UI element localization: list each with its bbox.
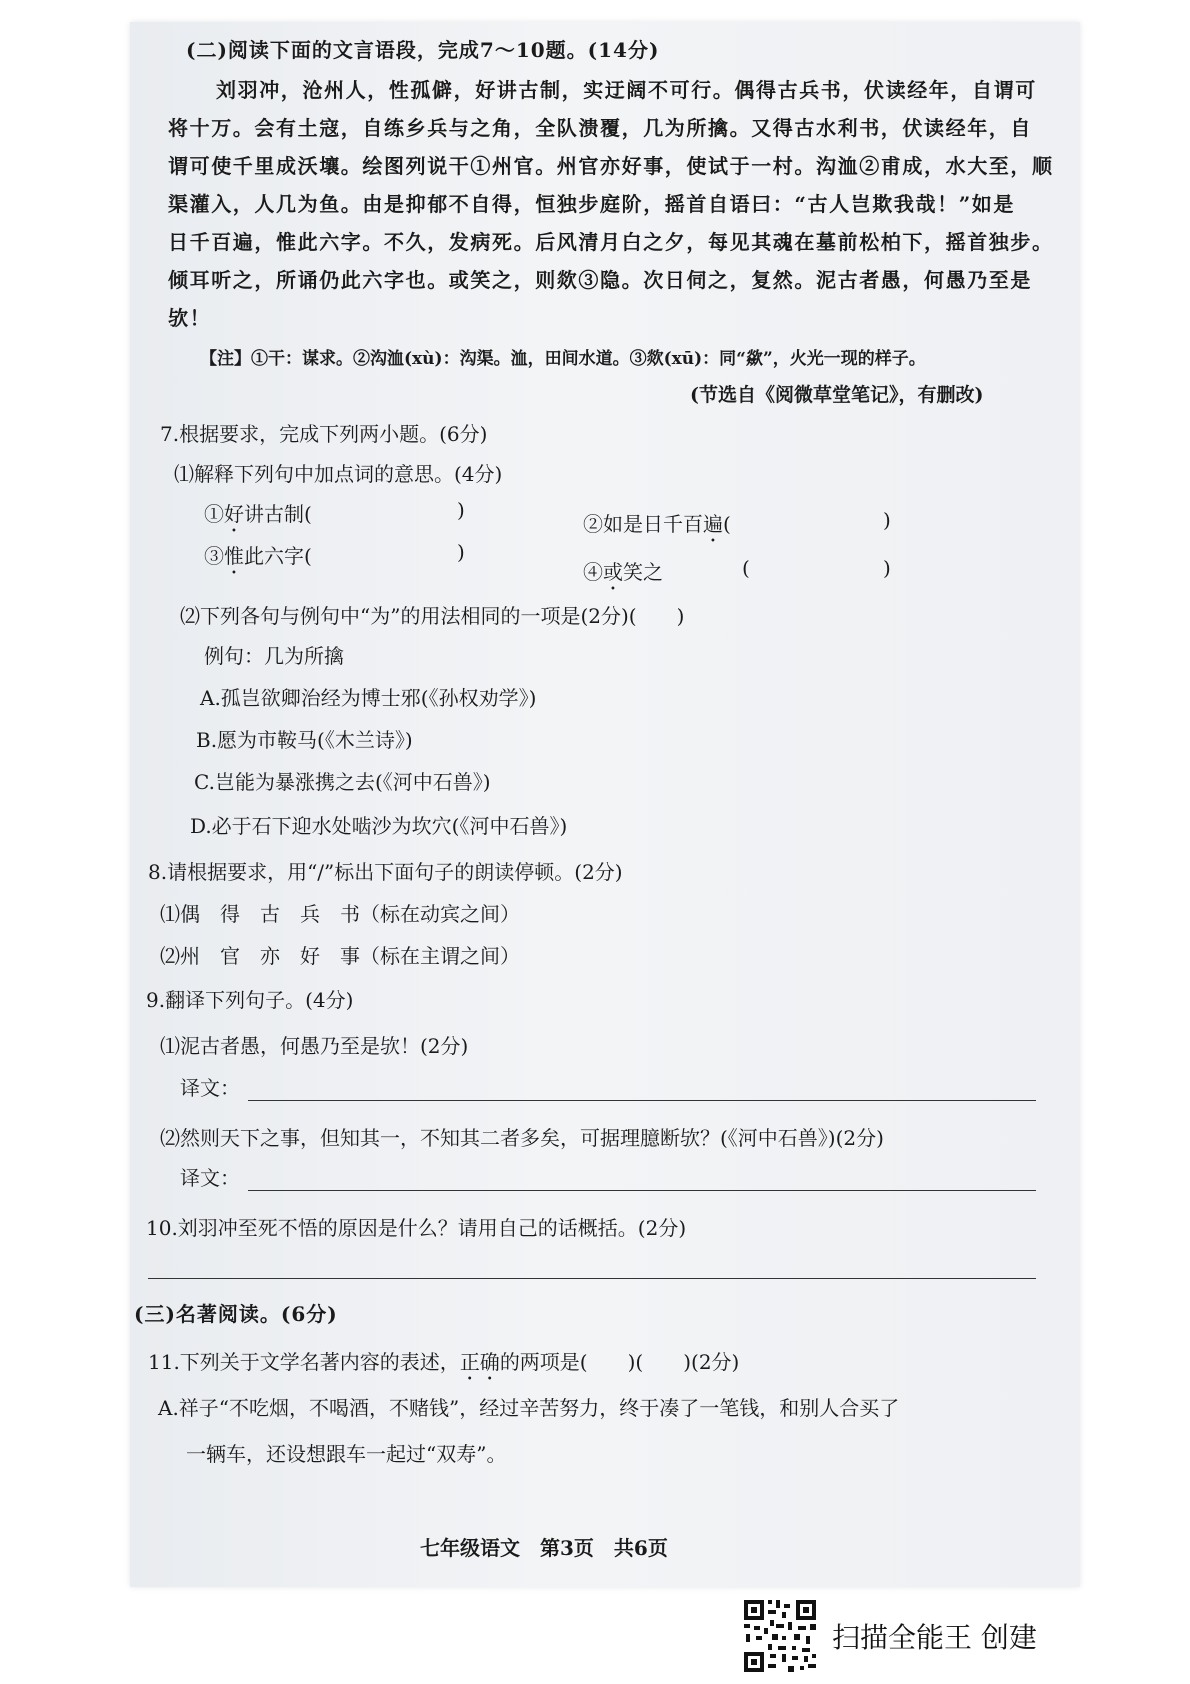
q7-item-4: ④或笑之 <box>583 560 663 584</box>
q10-answer-line[interactable] <box>148 1278 1036 1279</box>
q7-item-1: ①好讲古制( <box>204 502 312 526</box>
q11-option-a-line-2: 一辆车，还设想跟车一起过“双寿”。 <box>186 1442 507 1466</box>
q9-answer-line-1[interactable] <box>248 1100 1036 1101</box>
passage-note: 【注】①干：谋求。②沟洫(xù)：沟渠。洫，田间水道。③欻(xū)：同“歘”，火光一现的样子。 <box>200 349 926 369</box>
passage-source: (节选自《阅微草堂笔记》，有删改) <box>690 384 984 406</box>
q9-title: 9.翻译下列句子。(4分) <box>146 988 354 1012</box>
q7-sub1: ⑴解释下列句中加点词的意思。(4分) <box>174 462 503 486</box>
q10-title: 10.刘羽冲至死不悟的原因是什么？请用自己的话概括。(2分) <box>146 1216 687 1240</box>
section2-title: (二)阅读下面的文言语段，完成7～10题。(14分) <box>186 38 660 62</box>
q7-item-2-close: ) <box>883 508 891 532</box>
q9-sub1: ⑴泥古者愚，何愚乃至是欤！(2分) <box>160 1034 469 1058</box>
q7-title: 7.根据要求，完成下列两小题。(6分) <box>160 422 488 446</box>
q9-sub2: ⑵然则天下之事，但知其一，不知其二者多矣，可据理臆断欤？(《河中石兽》)(2分) <box>160 1126 884 1150</box>
section3-title: (三)名著阅读。(6分) <box>134 1302 338 1326</box>
q8-item-1: ⑴偶 得 古 兵 书（标在动宾之间） <box>160 902 520 926</box>
qr-code-icon <box>742 1598 818 1674</box>
q11-title: 11.下列关于文学名著内容的表述，正确的两项是( )( )(2分) <box>148 1350 740 1374</box>
q7-example: 例句：几为所擒 <box>204 644 344 668</box>
passage-line-5: 日千百遍，惟此六字。不久，发病死。后风清月白之夕，每见其魂在墓前松柏下，摇首独步。 <box>168 230 1054 254</box>
q7-sub2: ⑵下列各句与例句中“为”的用法相同的一项是(2分)( ) <box>180 604 685 628</box>
q9-answer-label-2: 译文： <box>180 1166 240 1190</box>
passage-line-4: 渠灌入，人几为鱼。由是抑郁不自得，恒独步庭阶，摇首自语曰：“古人岂欺我哉！”如是 <box>168 192 1016 216</box>
q8-item-2: ⑵州 官 亦 好 事（标在主谓之间） <box>160 944 520 968</box>
passage-line-6: 倾耳听之，所诵仍此六字也。或笑之，则欻③隐。次日伺之，复然。泥古者愚，何愚乃至是 <box>168 268 1032 292</box>
q7-item-2: ②如是日千百遍( <box>583 512 731 536</box>
passage-line-3: 谓可使千里成沃壤。绘图列说干①州官。州官亦好事，使试于一村。沟洫②甫成，水大至，顺 <box>168 154 1054 178</box>
q7-item-3-close: ) <box>457 540 465 564</box>
passage-line-1: 刘羽冲，沧州人，性孤僻，好讲古制，实迂阔不可行。偶得古兵书，伏读经年，自谓可 <box>216 78 1037 102</box>
q7-item-4-open: ( <box>742 556 750 580</box>
q7-option-b: B.愿为市鞍马(《木兰诗》) <box>196 728 413 752</box>
q7-item-3: ③惟此六字( <box>204 544 312 568</box>
q8-title: 8.请根据要求，用“/”标出下面句子的朗读停顿。(2分) <box>148 860 623 884</box>
q7-item-1-close: ) <box>457 498 465 522</box>
scanner-brand-label: 扫描全能王 创建 <box>832 1621 1037 1654</box>
q11-option-a-line-1: A.祥子“不吃烟，不喝酒，不赌钱”，经过辛苦努力，终于凑了一笔钱，和别人合买了 <box>158 1396 900 1420</box>
q7-option-a: A.孤岂欲卿治经为博士邪(《孙权劝学》) <box>200 686 537 710</box>
q9-answer-label-1: 译文： <box>180 1076 240 1100</box>
q7-option-c: C.岂能为暴涨携之去(《河中石兽》) <box>194 770 491 794</box>
passage-line-7: 欤！ <box>168 306 212 330</box>
q9-answer-line-2[interactable] <box>248 1190 1036 1191</box>
page-footer: 七年级语文 第3页 共6页 <box>420 1536 668 1560</box>
passage-line-2: 将十万。会有土寇，自练乡兵与之角，全队溃覆，几为所擒。又得古水利书，伏读经年，自 <box>168 116 1032 140</box>
q7-item-4-close: ) <box>883 556 891 580</box>
q7-option-d: D.必于石下迎水处啮沙为坎穴(《河中石兽》) <box>190 814 568 838</box>
